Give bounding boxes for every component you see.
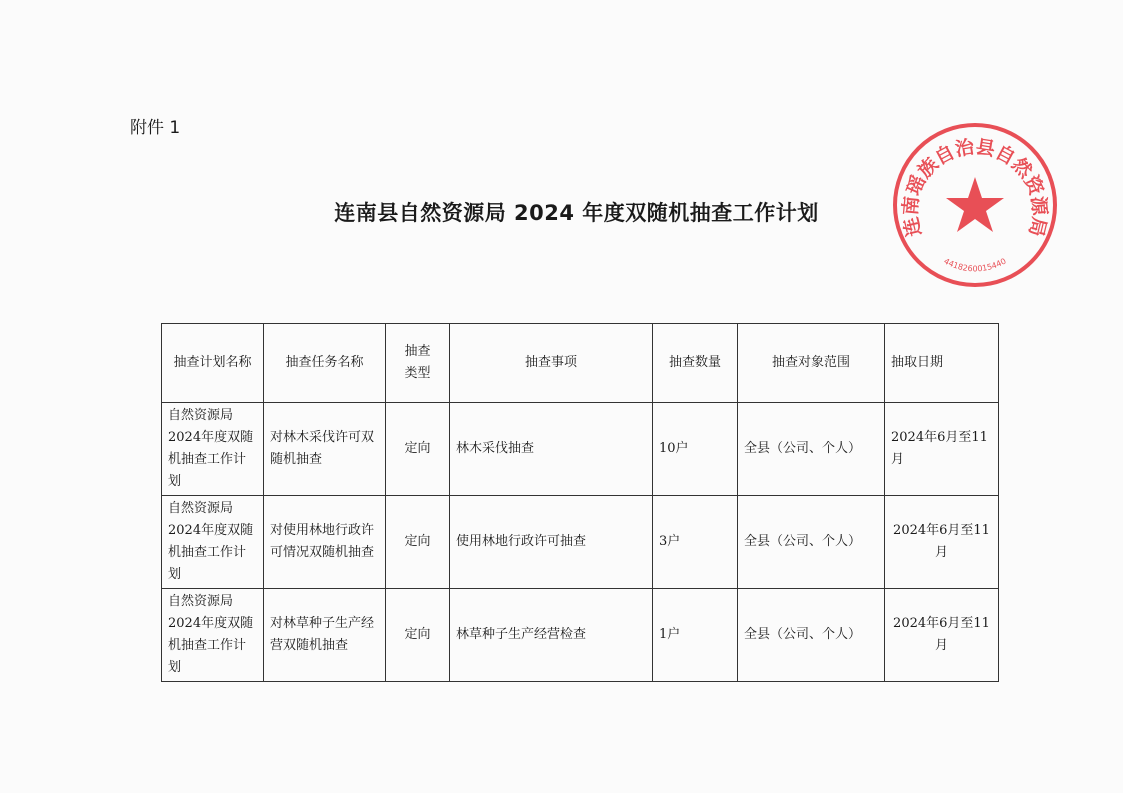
task-name-cell: 对使用林地行政许可情况双随机抽查 (264, 496, 386, 589)
type-cell: 定向 (386, 496, 450, 589)
item-cell: 林木采伐抽查 (450, 403, 653, 496)
header-cell: 抽查任务名称 (264, 324, 386, 403)
scope-cell: 全县（公司、个人） (738, 589, 885, 682)
table-row (162, 403, 999, 496)
header-cell: 抽查数量 (653, 324, 738, 403)
header-cell: 抽取日期 (885, 324, 999, 403)
item-cell: 林草种子生产经营检查 (450, 589, 653, 682)
header-cell: 抽查计划名称 (162, 324, 264, 403)
header-cell: 抽查事项 (450, 324, 653, 403)
task-name-cell: 对林草种子生产经营双随机抽查 (264, 589, 386, 682)
table-row (162, 496, 999, 589)
quantity-cell: 3户 (653, 496, 738, 589)
task-name-cell: 对林木采伐许可双随机抽查 (264, 403, 386, 496)
scope-cell: 全县（公司、个人） (738, 403, 885, 496)
date-cell: 2024年6月至11月 (885, 589, 999, 682)
inspection-plan-table (161, 323, 999, 682)
seal-code: 4418260015440 (942, 256, 1008, 274)
table-row (162, 589, 999, 682)
type-cell: 定向 (386, 403, 450, 496)
date-cell: 2024年6月至11月 (885, 496, 999, 589)
document-title: 连南县自然资源局 2024 年度双随机抽查工作计划 (334, 201, 819, 225)
attachment-label: 附件 1 (130, 118, 181, 138)
item-cell: 使用林地行政许可抽查 (450, 496, 653, 589)
seal-text: 连南瑶族自治县自然资源局 (899, 136, 1051, 239)
header-cell: 抽查类型 (386, 324, 450, 403)
plan-name-cell: 自然资源局2024年度双随机抽查工作计划 (162, 496, 264, 589)
type-cell: 定向 (386, 589, 450, 682)
plan-name-cell: 自然资源局2024年度双随机抽查工作计划 (162, 589, 264, 682)
header-cell: 抽查对象范围 (738, 324, 885, 403)
scope-cell: 全县（公司、个人） (738, 496, 885, 589)
quantity-cell: 10户 (653, 403, 738, 496)
plan-name-cell: 自然资源局2024年度双随机抽查工作计划 (162, 403, 264, 496)
table-header-row (162, 324, 999, 403)
quantity-cell: 1户 (653, 589, 738, 682)
date-cell: 2024年6月至11月 (885, 403, 999, 496)
